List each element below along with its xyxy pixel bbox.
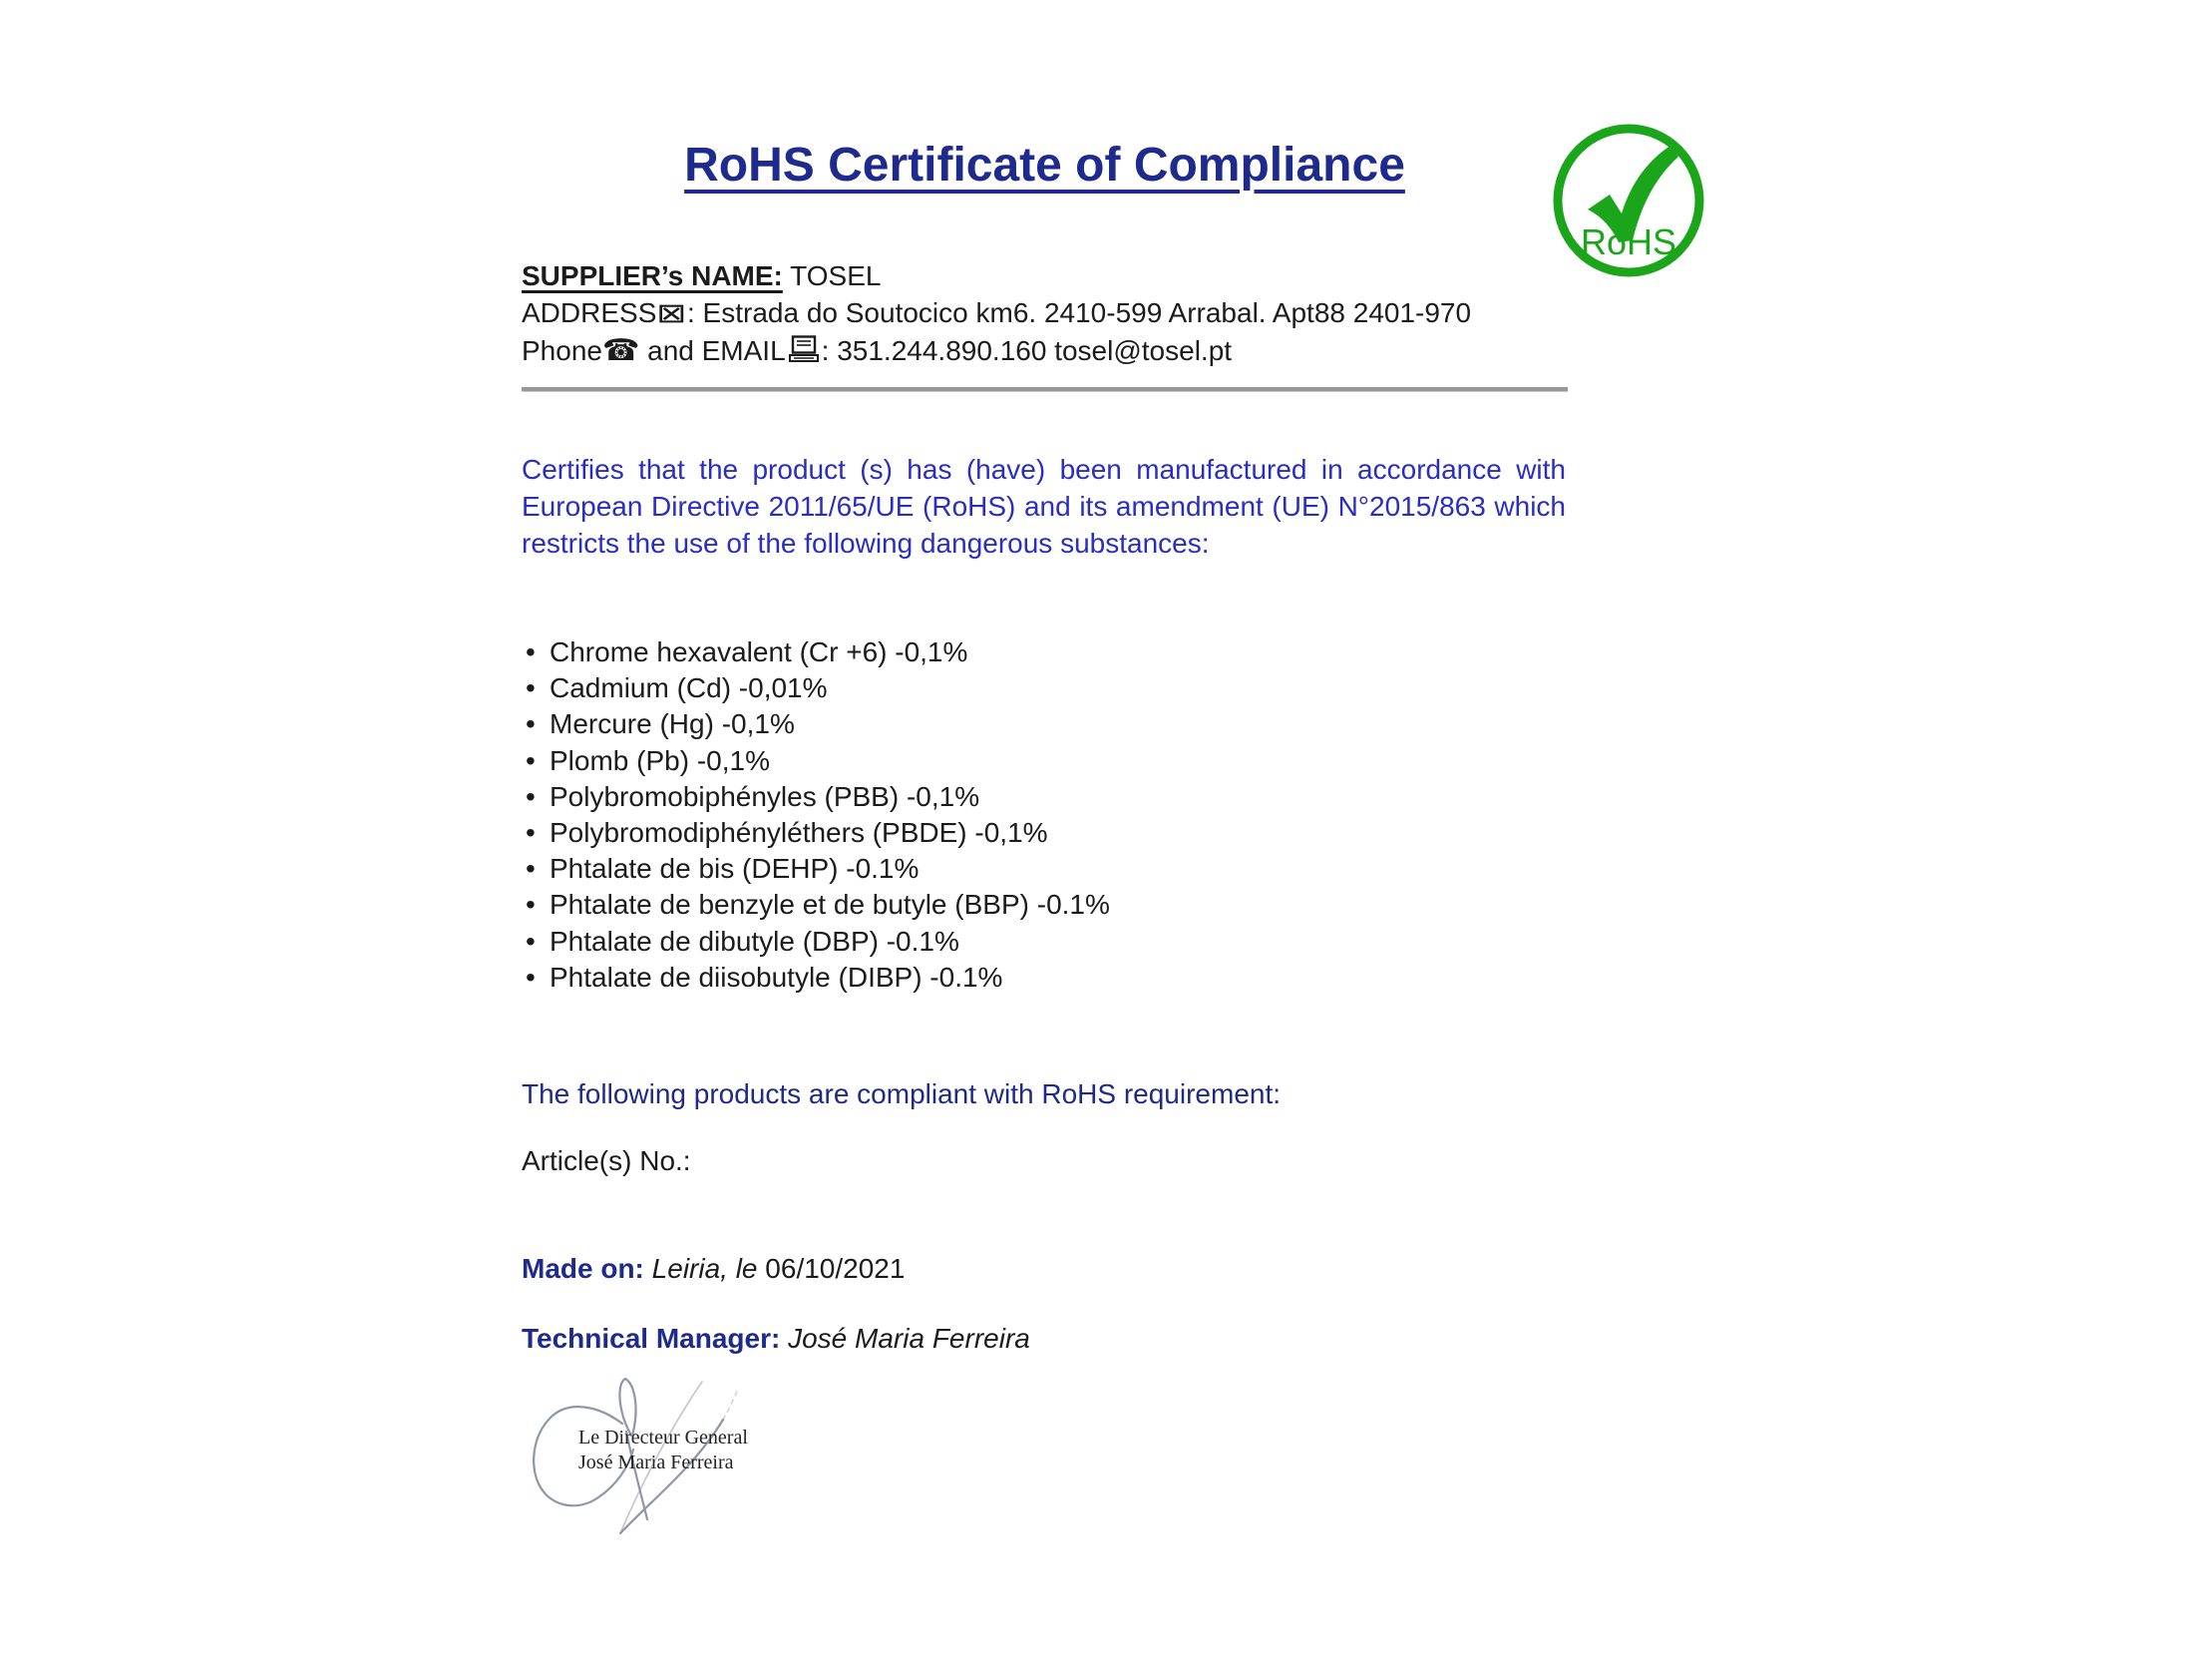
rohs-logo-graphic (1552, 124, 1705, 277)
envelope-icon: ⊠ (656, 298, 687, 328)
list-item (526, 779, 1110, 815)
list-item (526, 706, 1110, 742)
substance-text: Cadmium (Cd) -0,01% (550, 672, 828, 704)
list-item (526, 743, 1110, 779)
compliance-statement: The following products are compliant with RoHS requirement: (522, 1078, 1282, 1109)
made-on-date: 06/10/2021 (765, 1253, 906, 1284)
substance-text: Phtalate de benzyle et de butyle (BBP) -0.1% (550, 889, 1110, 921)
signature-block (527, 1372, 776, 1571)
phone-label: Phone (522, 335, 602, 366)
stamp-name: José Maria Ferreira (578, 1452, 734, 1473)
address-value: : Estrada do Soutocico km6. 2410-599 Arrabal. Apt88 2401-970 (687, 297, 1472, 328)
list-item (526, 924, 1110, 960)
made-on-place: Leiria, le (643, 1253, 766, 1284)
substance-text: Chrome hexavalent (Cr +6) -0,1% (550, 636, 968, 667)
supplier-block (522, 257, 1471, 372)
list-item (526, 634, 1110, 670)
supplier-address-line (522, 294, 1471, 332)
substance-text: Phtalate de diisobutyle (DIBP) -0.1% (550, 961, 1003, 993)
technical-manager-name: José Maria Ferreira (780, 1323, 1030, 1354)
substance-text: Phtalate de dibutyle (DBP) -0.1% (550, 925, 959, 957)
substance-text: Phtalate de bis (DEHP) -0.1% (550, 853, 920, 885)
contact-value: : 351.244.890.160 tosel@tosel.pt (821, 335, 1233, 366)
technical-manager-line (522, 1323, 1030, 1355)
stamp-title: Le Directeur General (578, 1427, 748, 1449)
substance-list (526, 634, 1110, 996)
list-item (526, 851, 1110, 887)
substance-text: Polybromodiphényléthers (PBDE) -0,1% (550, 817, 1048, 849)
rohs-logo (1552, 124, 1705, 277)
technical-manager-label: Technical Manager: (522, 1323, 781, 1354)
separator-line (522, 387, 1568, 392)
signature-stamp (578, 1426, 748, 1475)
certification-paragraph: Certifies that the product (s) has (have) been manufactured in accordance with European Directive 2011/65/UE (RoHS) and its amendment (UE) N°2015/863 which restricts the use of the following dangerous substances: (522, 454, 1566, 559)
supplier-name-value: TOSEL (782, 260, 882, 291)
list-item (526, 670, 1110, 706)
page-title: RoHS Certificate of Compliance (684, 139, 1405, 192)
substance-text: Plomb (Pb) -0,1% (550, 744, 770, 776)
supplier-contact-line (522, 332, 1471, 372)
substance-text: Mercure (Hg) -0,1% (550, 708, 795, 740)
list-item (526, 960, 1110, 996)
list-item (526, 887, 1110, 923)
article-number-label: Article(s) No.: (522, 1145, 691, 1176)
made-on-line (522, 1253, 905, 1285)
email-label: and EMAIL (639, 335, 786, 366)
supplier-name-label: SUPPLIER’s NAME: (522, 260, 783, 291)
list-item (526, 815, 1110, 851)
supplier-name-line (522, 257, 1471, 294)
made-on-label: Made on: (522, 1253, 644, 1284)
substance-text: Polybromobiphényles (PBB) -0,1% (550, 780, 980, 812)
logo-label: RoHS (1580, 221, 1677, 262)
phone-icon: ☎ (601, 334, 640, 367)
title-wrap (522, 138, 1568, 193)
computer-icon (788, 335, 820, 372)
address-label: ADDRESS (522, 297, 657, 328)
